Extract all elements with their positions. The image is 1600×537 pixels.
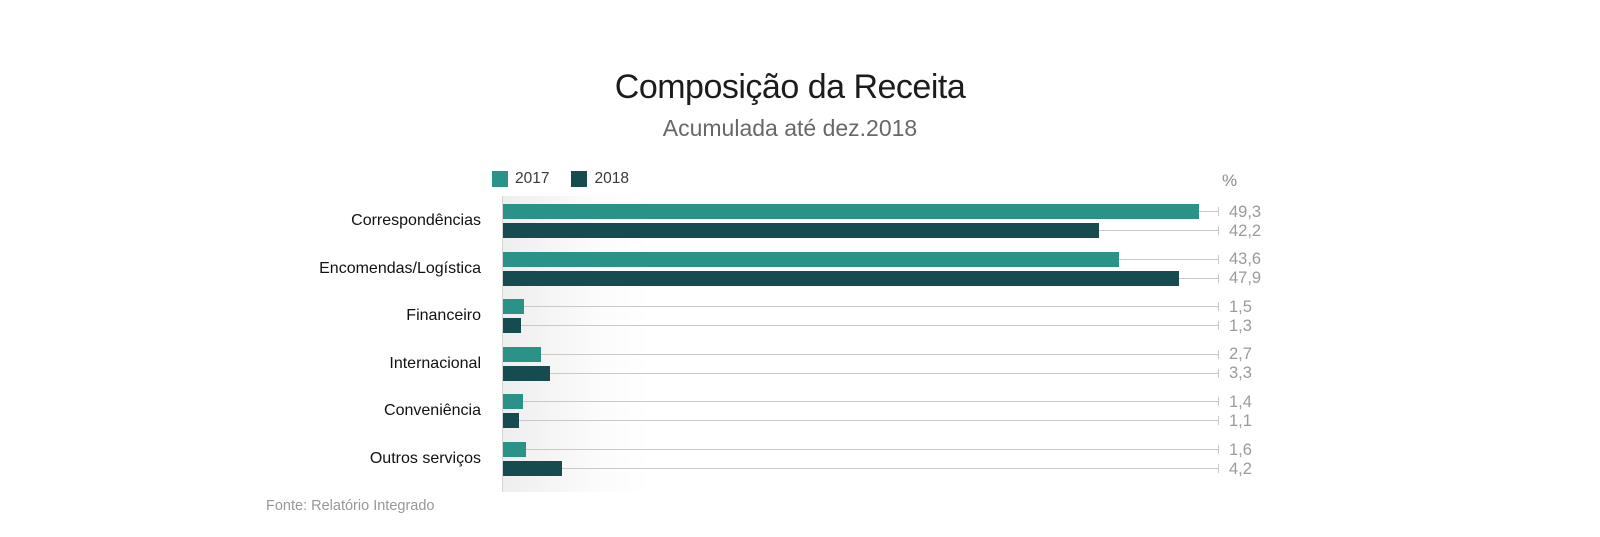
source-note: Fonte: Relatório Integrado [266,498,435,514]
leader-line [1099,230,1219,231]
bar-2017 [503,299,524,314]
bar-2017 [503,204,1199,219]
category-label: Correspondências [351,212,481,229]
leader-line [521,325,1219,326]
bar-2018 [503,223,1099,238]
value-label: 1,3 [1229,316,1252,335]
bar-2018 [503,413,519,428]
bar-row [503,223,1219,238]
leader-line [523,401,1219,402]
bar-2018 [503,318,521,333]
bar-2018 [503,271,1179,286]
category-label: Conveniência [384,402,481,420]
legend-label-2018: 2018 [594,170,629,187]
tick-mark [1218,207,1219,216]
bar-row [503,252,1219,267]
tick-mark [1218,226,1219,235]
legend-swatch-2017-icon [492,171,508,187]
leader-line [562,468,1219,469]
value-label: 4,2 [1229,459,1252,478]
tick-mark [1218,274,1219,283]
bar-2017 [503,347,541,362]
value-label: 3,3 [1229,364,1252,383]
tick-mark [1218,369,1219,378]
value-label: 47,9 [1229,269,1262,288]
legend-item-2018 [571,170,628,188]
chart-title: Composição da Receita [614,68,966,106]
leader-line [1119,259,1219,260]
tick-mark [1218,321,1219,330]
tick-mark [1218,464,1219,473]
bar-row [503,271,1219,286]
value-label: 1,5 [1229,297,1252,316]
category-label: Encomendas/Logística [319,259,481,277]
bar-row [503,461,1219,476]
legend [492,170,651,188]
tick-mark [1218,397,1219,406]
tick-mark [1218,255,1219,264]
value-label: 2,7 [1229,345,1252,364]
value-label: 42,2 [1229,221,1262,240]
bar-2017 [503,394,523,409]
value-label: 1,1 [1229,411,1252,430]
bar-row [503,413,1219,428]
leader-line [541,354,1219,355]
value-label: 43,6 [1229,250,1262,269]
bar-row [503,442,1219,457]
legend-item-2017 [492,170,549,188]
bar-row [503,347,1219,362]
unit-label: % [1222,171,1238,190]
value-label: 49,3 [1229,202,1262,221]
tick-mark [1218,445,1219,454]
leader-line [550,373,1219,374]
tick-mark [1218,416,1219,425]
leader-line [1199,211,1219,212]
tick-mark [1218,302,1219,311]
legend-swatch-2018-icon [571,171,587,187]
bar-2018 [503,461,562,476]
bar-row [503,394,1219,409]
bar-row [503,299,1219,314]
bar-2017 [503,442,526,457]
category-label: Internacional [389,354,481,372]
tick-mark [1218,350,1219,359]
category-label: Financeiro [406,307,481,325]
value-label: 1,6 [1229,440,1252,459]
bar-2017 [503,252,1119,267]
leader-line [524,306,1219,307]
leader-line [519,420,1219,421]
bar-row [503,318,1219,333]
legend-label-2017: 2017 [515,170,550,187]
leader-line [526,449,1219,450]
category-label: Outros serviços [369,450,481,467]
bar-row [503,204,1219,219]
bar-2018 [503,366,550,381]
chart-subtitle: Acumulada até dez.2018 [662,115,918,141]
value-label: 1,4 [1229,392,1252,411]
leader-line [1179,278,1219,279]
bar-row [503,366,1219,381]
